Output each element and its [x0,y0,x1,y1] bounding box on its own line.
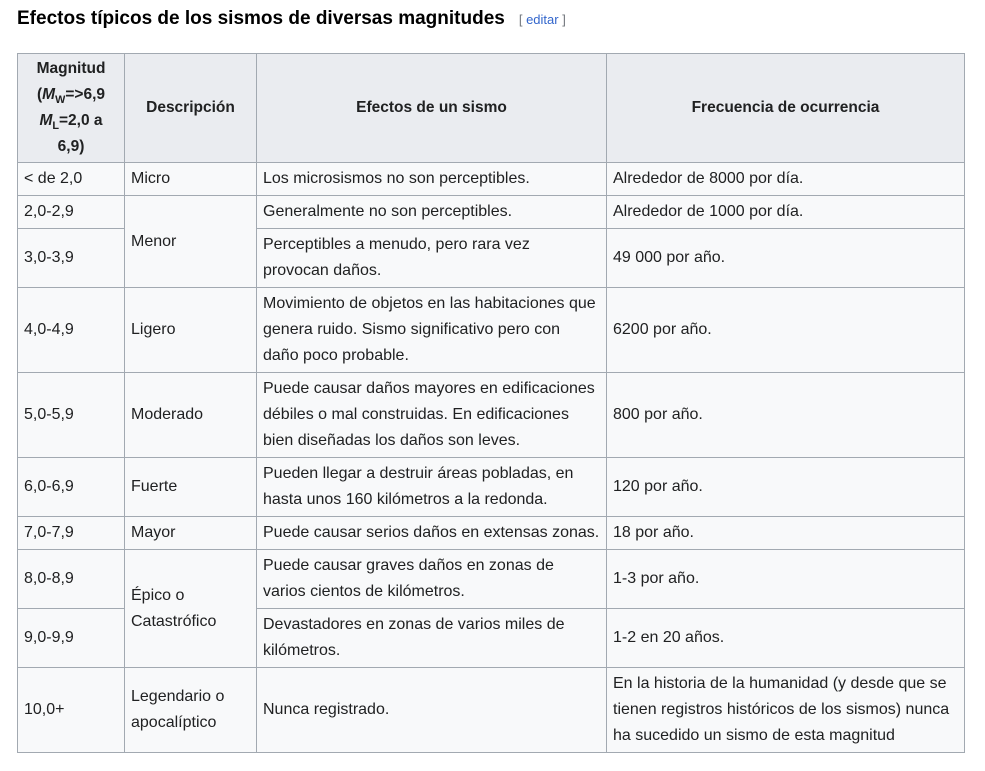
magnitude-effects-table [17,53,965,753]
cell-effects: Perceptibles a menudo, pero rara vez provocan daños. [257,229,607,288]
cell-magnitude: 3,0-3,9 [18,229,125,288]
cell-magnitude: 6,0-6,9 [18,458,125,517]
header-magnitude: Magnitud ($M_W=>6,9$ $M_L=2,0$ a 6,9) [18,54,125,163]
cell-effects: Nunca registrado. [257,668,607,753]
cell-magnitude: 2,0-2,9 [18,196,125,229]
table-row [18,196,965,229]
table-row [18,550,965,609]
cell-frequency: 120 por año. [607,458,965,517]
cell-magnitude: 4,0-4,9 [18,288,125,373]
cell-description: Épico o Catastrófico [125,550,257,668]
section-title: Efectos típicos de los sismos de diversas magnitudes [17,8,505,29]
cell-description: Micro [125,163,257,196]
cell-description: Moderado [125,373,257,458]
edit-section-link[interactable]: [ editar ] [518,12,566,27]
section-heading [17,8,566,30]
table-row [18,458,965,517]
cell-effects: Puede causar serios daños en extensas zonas. [257,517,607,550]
cell-magnitude: 8,0-8,9 [18,550,125,609]
cell-effects: Movimiento de objetos en las habitaciones que genera ruido. Sismo significativo pero con daño poco probable. [257,288,607,373]
cell-description: Menor [125,196,257,288]
table-row [18,288,965,373]
header-description: Descripción [125,54,257,163]
cell-magnitude: 9,0-9,9 [18,609,125,668]
cell-magnitude: 10,0+ [18,668,125,753]
table-row [18,668,965,753]
cell-frequency: 1-2 en 20 años. [607,609,965,668]
cell-magnitude: < de 2,0 [18,163,125,196]
cell-frequency: 49 000 por año. [607,229,965,288]
cell-magnitude: 7,0-7,9 [18,517,125,550]
table-row [18,517,965,550]
table-header-row [18,54,965,163]
edit-link-label[interactable]: editar [526,12,559,27]
cell-description: Fuerte [125,458,257,517]
cell-frequency: 1-3 por año. [607,550,965,609]
cell-magnitude: 5,0-5,9 [18,373,125,458]
cell-description: Ligero [125,288,257,373]
cell-frequency: 18 por año. [607,517,965,550]
cell-frequency: 800 por año. [607,373,965,458]
table-row [18,163,965,196]
cell-description: Legendario o apocalíptico [125,668,257,753]
cell-effects: Puede causar graves daños en zonas de varios cientos de kilómetros. [257,550,607,609]
cell-frequency: Alrededor de 8000 por día. [607,163,965,196]
cell-description: Mayor [125,517,257,550]
cell-frequency: 6200 por año. [607,288,965,373]
cell-effects: Los microsismos no son perceptibles. [257,163,607,196]
table-row [18,373,965,458]
header-frequency: Frecuencia de ocurrencia [607,54,965,163]
cell-effects: Devastadores en zonas de varios miles de kilómetros. [257,609,607,668]
cell-effects: Generalmente no son perceptibles. [257,196,607,229]
cell-frequency: En la historia de la humanidad (y desde que se tienen registros históricos de los sismos) nunca ha sucedido un sismo de esta magnitud [607,668,965,753]
cell-effects: Pueden llegar a destruir áreas pobladas, en hasta unos 160 kilómetros a la redonda. [257,458,607,517]
cell-effects: Puede causar daños mayores en edificaciones débiles o mal construidas. En edificaciones bien diseñadas los daños son leves. [257,373,607,458]
cell-frequency: Alrededor de 1000 por día. [607,196,965,229]
header-effects: Efectos de un sismo [257,54,607,163]
